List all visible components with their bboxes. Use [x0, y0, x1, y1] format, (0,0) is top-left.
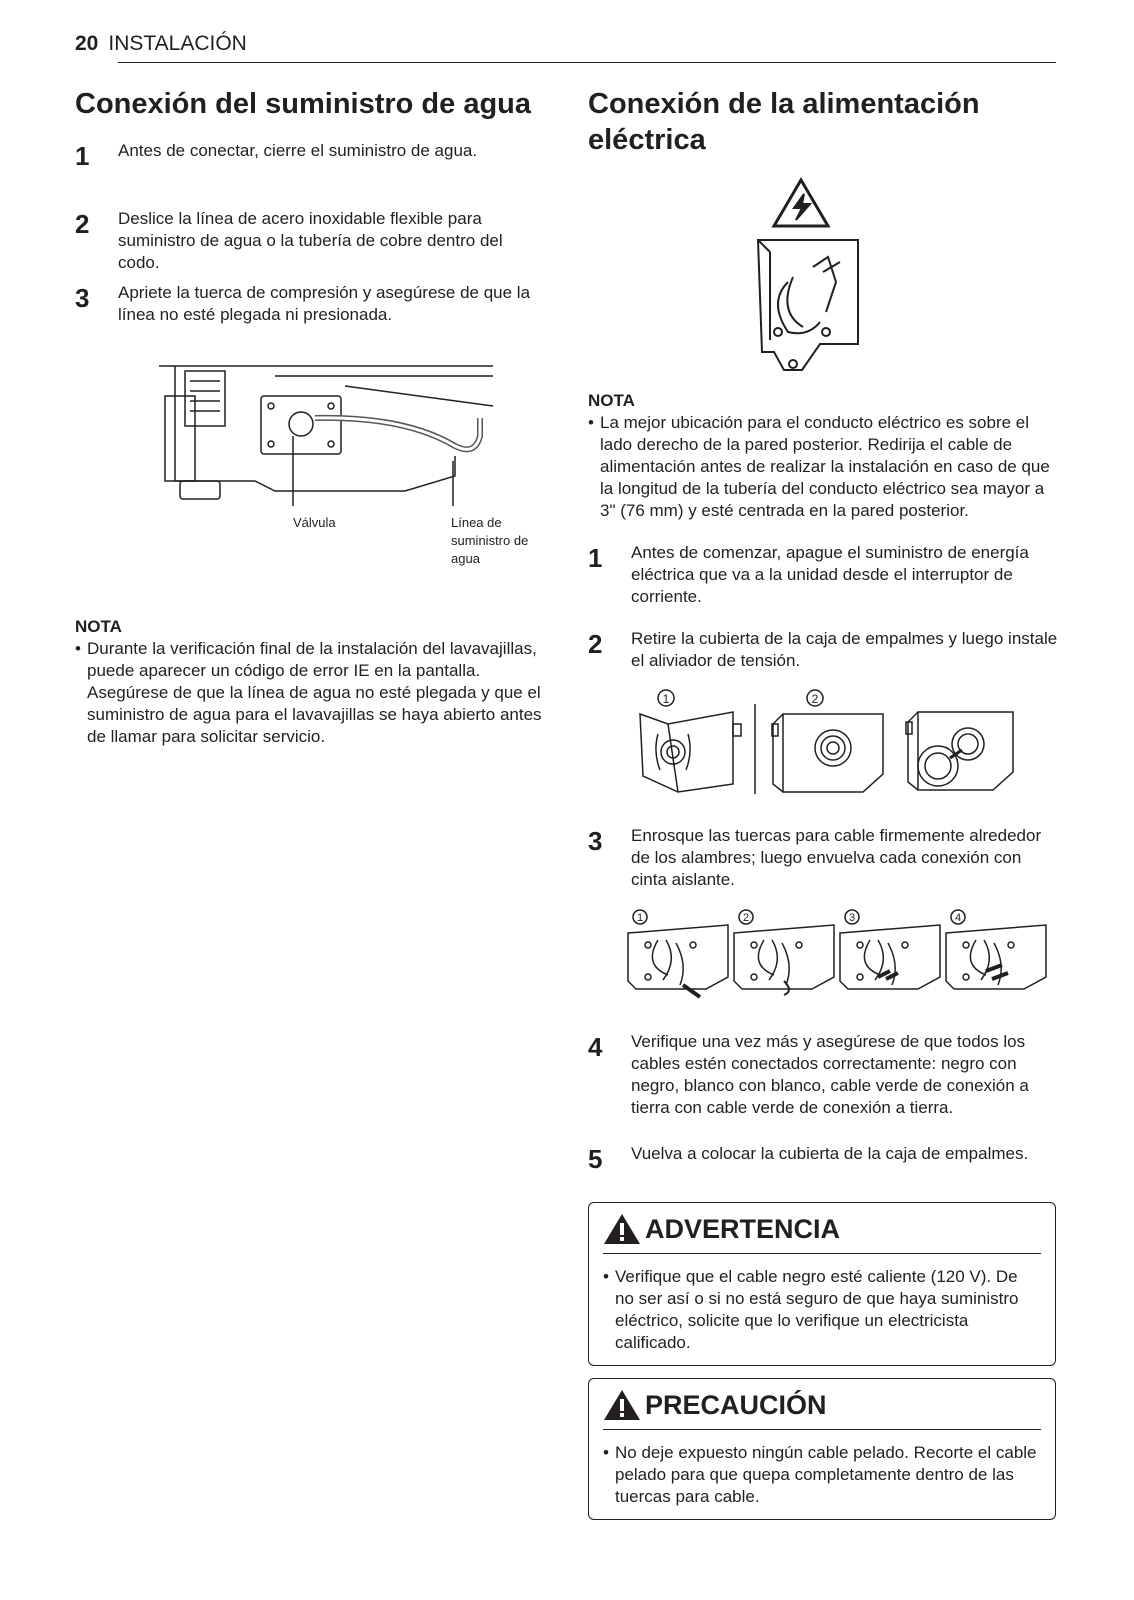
water-note-text: Durante la verificación final de la instalación del lavavajillas, puede aparecer un código de error IE en la pantalla. Asegúrese de que la línea de agua no esté plegada y que el suministro de agua para el lavavajillas se haya abierto antes de llamar para solicitar servicio.	[87, 639, 542, 746]
step-number: 3	[75, 283, 90, 313]
supply-line-label: Línea de suministro de agua	[451, 515, 529, 566]
step-number: 1	[75, 141, 90, 171]
wire-panel-1	[628, 910, 728, 997]
step-number: 1	[588, 543, 603, 573]
bullet-icon: •	[603, 1443, 609, 1462]
caution-header	[603, 1389, 1041, 1430]
fig2-label-2: 2	[811, 692, 819, 706]
section-title: INSTALACIÓN	[108, 32, 247, 55]
warning-box	[588, 1202, 1056, 1366]
bullet-icon: •	[75, 639, 81, 658]
warning-header	[603, 1213, 1041, 1254]
caution-triangle-icon	[603, 1389, 641, 1421]
step-number: 2	[588, 629, 603, 659]
water-note-title: NOTA	[75, 617, 122, 636]
valve-label: Válvula	[293, 515, 336, 530]
fig3-label-1: 1	[636, 912, 644, 924]
caution-text: No deje expuesto ningún cable pelado. Recorte el cable pelado para que quepa completamente dentro de las tuercas para cable.	[615, 1443, 1037, 1506]
caution-box	[588, 1378, 1056, 1520]
step-number: 2	[75, 209, 90, 239]
step-text: Apriete la tuerca de compresión y asegúrese de que la línea no esté plegada ni presionada.	[118, 283, 531, 324]
electrical-step-5	[588, 1143, 1058, 1173]
wire-nut-illustration	[588, 905, 1058, 1005]
warning-title: ADVERTENCIA	[645, 1213, 841, 1244]
header-rule	[118, 62, 1056, 63]
fig3-label-4: 4	[954, 912, 962, 924]
water-step-3	[75, 282, 545, 326]
fig2-label-1: 1	[662, 692, 670, 706]
step-text: Enrosque las tuercas para cable firmemente alrededor de los alambres; luego envuelva cada conexión con cinta aislante.	[631, 826, 1042, 889]
step-text: Verifique una vez más y asegúrese de que todos los cables estén conectados correctamente: negro con negro, blanco con blanco, cable verde de conexión a tierra con cable verde de conexión a tierra.	[631, 1032, 1029, 1117]
warning-triangle-icon	[603, 1213, 641, 1245]
water-supply-title: Conexión del suministro de agua	[75, 88, 532, 120]
electrical-step-3	[588, 825, 1058, 891]
fig3-label-2: 2	[742, 912, 750, 924]
water-note-item	[75, 638, 545, 748]
page-number: 20	[75, 32, 99, 55]
page-header	[75, 32, 247, 56]
electrical-step-2	[588, 628, 1058, 672]
bullet-icon: •	[603, 1267, 609, 1286]
step-number: 4	[588, 1032, 603, 1062]
step-text: Vuelva a colocar la cubierta de la caja de empalmes.	[631, 1144, 1029, 1163]
caution-title: PRECAUCIÓN	[645, 1389, 827, 1420]
water-supply-section	[75, 86, 545, 748]
strain-relief-illustration	[588, 684, 1058, 799]
water-valve-figure	[75, 356, 545, 616]
wire-panel-3	[840, 910, 940, 989]
water-step-1	[75, 140, 545, 170]
water-step-2	[75, 208, 545, 274]
warning-text: Verifique que el cable negro esté caliente (120 V). De no ser así o si no está seguro de que haya suministro eléctrico, solicite que lo verifique un electricista calificado.	[615, 1267, 1019, 1352]
step-text: Retire la cubierta de la caja de empalmes y luego instale el aliviador de tensión.	[631, 629, 1058, 670]
warning-item	[603, 1266, 1041, 1354]
junction-box-illustration	[588, 172, 1058, 382]
step-number: 3	[588, 826, 603, 856]
caution-item	[603, 1442, 1041, 1508]
wire-panel-4	[946, 910, 1046, 989]
electrical-title: Conexión de la alimentación eléctrica	[588, 88, 980, 156]
step-text: Antes de comenzar, apague el suministro de energía eléctrica que va a la unidad desde el interruptor de corriente.	[631, 543, 1029, 606]
fig3-label-3: 3	[848, 912, 856, 924]
electrical-note-title: NOTA	[588, 391, 635, 410]
step-number: 5	[588, 1144, 603, 1174]
electrical-section	[588, 86, 1058, 1173]
electrical-note-text: La mejor ubicación para el conducto eléctrico es sobre el lado derecho de la pared posterior. Redirija el cable de alimentación antes de realizar la instalación en caso de que la longitud de la tubería del conducto eléctrico sea mayor a 3" (76 mm) y esté centrada en la pared posterior.	[600, 413, 1050, 520]
electrical-note-item	[588, 412, 1058, 522]
electrical-step-1	[588, 542, 1058, 608]
electrical-note	[588, 390, 1058, 522]
step-text: Deslice la línea de acero inoxidable flexible para suministro de agua o la tubería de cobre dentro del codo.	[118, 209, 503, 272]
electrical-step-4	[588, 1031, 1058, 1119]
wire-panel-2	[734, 910, 834, 995]
step-text: Antes de conectar, cierre el suministro de agua.	[118, 141, 478, 160]
bullet-icon: •	[588, 413, 594, 432]
